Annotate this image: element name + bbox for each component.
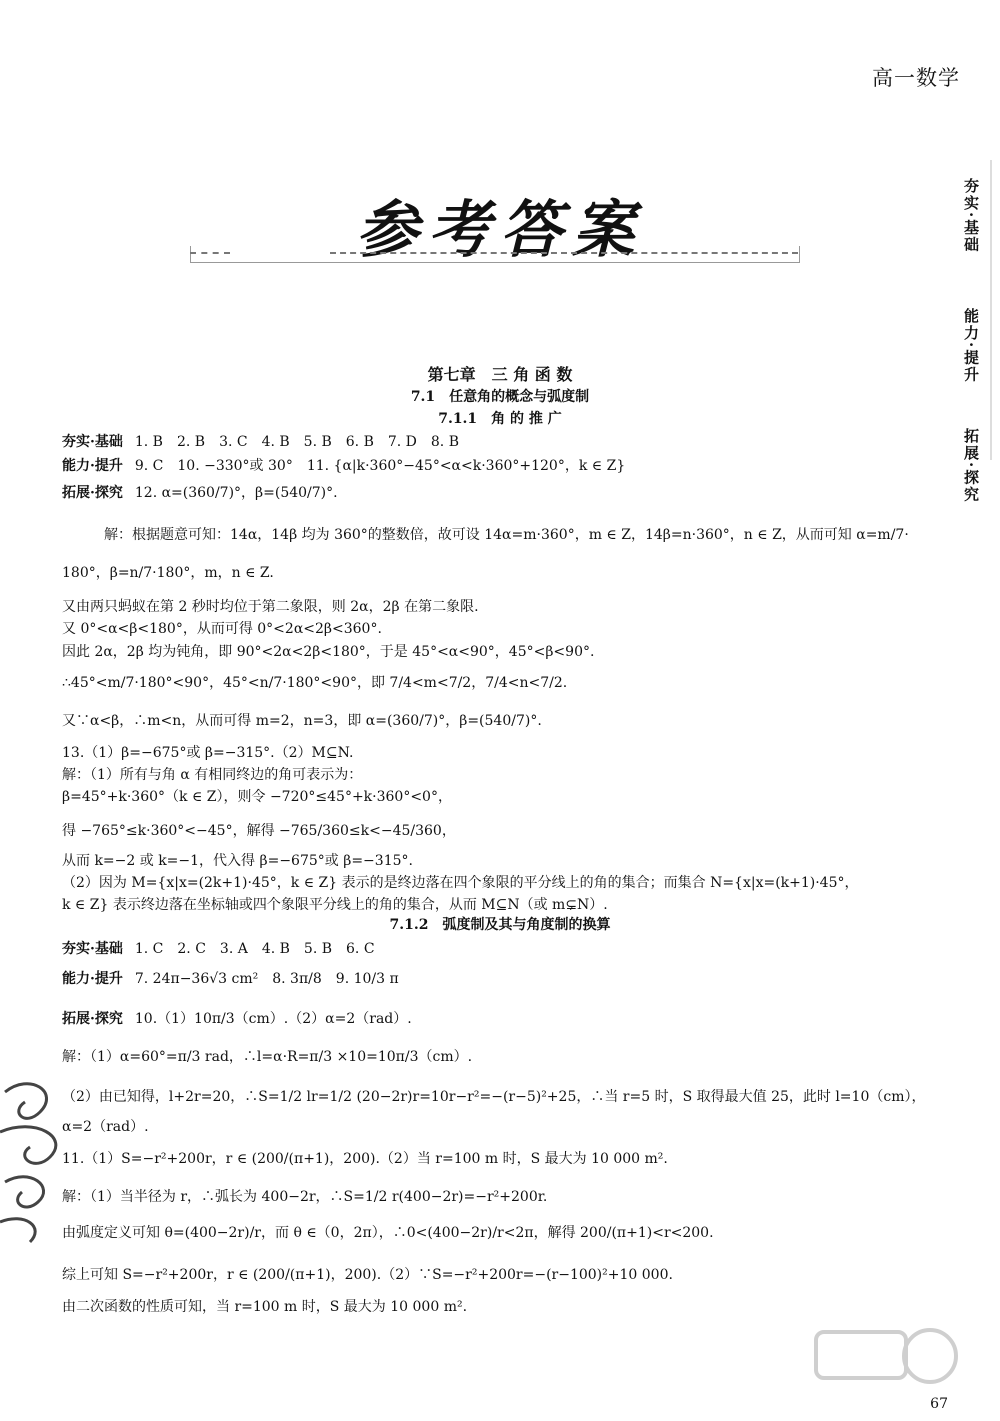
solution-line: 因此 2α，2β 均为钝角，即 90°<2α<2β<180°，于是 45°<α<90°，45°<β<90°. [62,644,595,660]
side-tab-ability: 能力·提升 [962,308,980,384]
side-tab-basic: 夯实·基础 [962,178,980,254]
solution-line: 又 0°<α<β<180°，从而可得 0°<2α<2β<360°. [62,621,382,637]
solution-line: 解：（1）所有与角 α 有相同终边的角可表示为： [62,767,363,783]
cloud-ornament [0,1072,90,1252]
watermark-stamp [810,1318,970,1408]
solution-line: β=45°+k·360°（k ∈ Z），则令 −720°≤45°+k·360°<0°， [62,789,452,805]
solution-line: ∴45°<m/7·180°<90°，45°<n/7·180°<90°，即 7/4<m<7/2，7/4<n<7/2. [62,675,568,691]
answers-explore-2: 10.（1）10π/3（cm）.（2）α=2（rad）. [134,1011,412,1027]
label-explore: 拓展·探究 [62,485,123,501]
solution-line: 180°，β=n/7·180°，m，n ∈ Z. [62,565,274,581]
title-frame [190,246,800,263]
answer-row-basic-2 [62,938,375,958]
answer-row-basic-1 [62,431,459,451]
answers-ability-1: 9. C 10. −330°或 30° 11. {α|k·360°−45°<α<k·360°+120°，k ∈ Z} [134,458,626,474]
solution-line: 又由两只蚂蚁在第 2 秒时均位于第二象限，则 2α，2β 在第二象限. [62,599,479,615]
subsection-heading-1: 7.1.1 角 的 推 广 [438,411,562,427]
solution-line: 11.（1）S=−r²+200r，r ∈ (200/(π+1)，200).（2）当 r=100 m 时，S 最大为 10 000 m². [62,1151,668,1167]
label-ability: 能力·提升 [62,458,123,474]
answer-row-ability-1 [62,455,625,475]
solution-line: 从而 k=−2 或 k=−1，代入得 β=−675°或 β=−315°. [62,853,413,869]
solution-line: 得 −765°≤k·360°<−45°，解得 −765/360≤k<−45/360， [62,823,456,839]
main-title: 参考答案 [355,193,644,266]
label-explore: 拓展·探究 [62,1011,123,1027]
solution-line: （2）由已知得，l+2r=20，∴S=1/2 lr=1/2 (20−2r)r=10r−r²=−(r−5)²+25，∴当 r=5 时，S 取得最大值 25，此时 l=10（cm）， [62,1089,926,1105]
answers-basic-2: 1. C 2. C 3. A 4. B 5. B 6. C [134,941,375,957]
title-rule-right [330,252,798,254]
solution-line: 13.（1）β=−675°或 β=−315°.（2）M⊆N. [62,745,354,761]
subject-header: 高一数学 [872,66,960,90]
solution-line: （2）因为 M={x|x=(2k+1)·45°，k ∈ Z} 表示的是终边落在四个象限的平分线上的角的集合；而集合 N={x|x=(k+1)·45°， [62,875,859,891]
title-rule-left [190,252,230,254]
solution-line: 由二次函数的性质可知，当 r=100 m 时，S 最大为 10 000 m². [62,1299,468,1315]
answer-row-ability-2 [62,968,399,988]
solution-line: 解：（1）α=60°=π/3 rad，∴l=α·R=π/3 ×10=10π/3（cm）. [62,1049,473,1065]
solution-line: 解：（1）当半径为 r，∴弧长为 400−2r，∴S=1/2 r(400−2r)=−r²+200r. [62,1189,548,1205]
answer-row-explore-2 [62,1008,412,1028]
answers-explore-1: 12. α=(360/7)°，β=(540/7)°. [134,485,338,501]
label-basic: 夯实·基础 [62,941,123,957]
solution-line: α=2（rad）. [62,1119,149,1135]
answers-ability-2: 7. 24π−36√3 cm² 8. 3π/8 9. 10/3 π [134,971,399,987]
chapter-heading: 第七章 三 角 函 数 [427,365,573,384]
label-basic: 夯实·基础 [62,434,123,450]
solution-line: 综上可知 S=−r²+200r，r ∈ (200/(π+1)，200).（2）∵S=−r²+200r=−(r−100)²+10 000. [62,1267,673,1283]
solution-line: 由弧度定义可知 θ=(400−2r)/r，而 θ ∈（0，2π），∴0<(400−2r)/r<2π，解得 200/(π+1)<r<200. [62,1225,714,1241]
answer-row-explore-1 [62,482,338,502]
solution-line: 解：根据题意可知：14α，14β 均为 360°的整数倍，故可设 14α=m·360°，m ∈ Z，14β=n·360°，n ∈ Z，从而可知 α=m/7· [104,527,909,543]
solution-line: 又∵α<β，∴m<n，从而可得 m=2，n=3，即 α=(360/7)°，β=(540/7)°. [62,713,542,729]
label-ability: 能力·提升 [62,971,123,987]
side-tab-explore: 拓展·探究 [962,428,980,504]
answers-basic-1: 1. B 2. B 3. C 4. B 5. B 6. B 7. D 8. B [134,434,460,450]
subsection-heading-2: 7.1.2 弧度制及其与角度制的换算 [389,917,611,933]
section-heading: 7.1 任意角的概念与弧度制 [410,389,590,405]
page-number: 67 [930,1396,948,1412]
solution-line: k ∈ Z} 表示终边落在坐标轴或四个象限平分线上的角的集合，从而 M⊆N（或 m⊊N）. [62,897,608,913]
